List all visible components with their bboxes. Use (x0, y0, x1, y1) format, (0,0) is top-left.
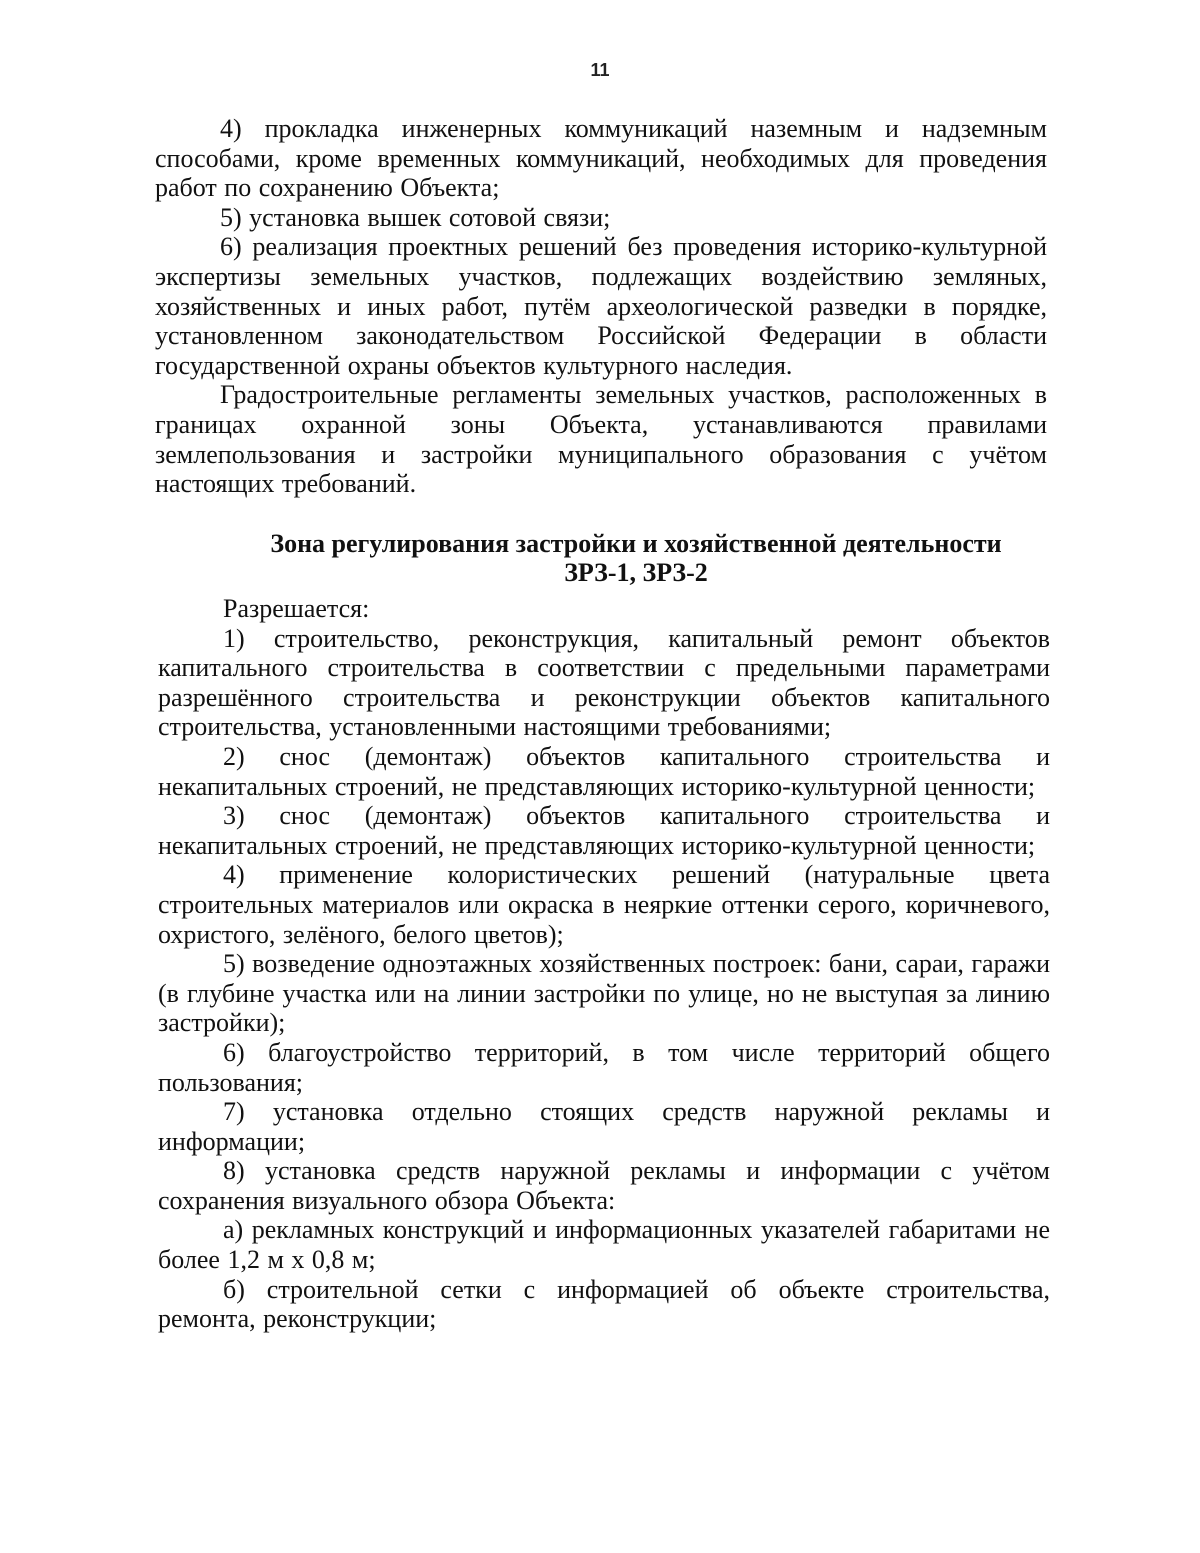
list-item: 4) применение колористических решений (натуральные цвета строительных материалов или окраска в неяркие оттенки серого, коричневого, охристого, зелёного, белого цветов); (158, 860, 1050, 949)
paragraph-regulations: Градостроительные регламенты земельных участков, расположенных в границах охранной зоны Объекта, устанавливаются правилами землепользования и застройки муниципального образования с учётом настоящих требований. (155, 380, 1047, 499)
paragraph-item-5: 5) установка вышек сотовой связи; (220, 202, 611, 232)
list-item: а) рекламных конструкций и информационных указателей габаритами не более 1,2 м х 0,8 м; (158, 1215, 1050, 1275)
list-item: б) строительной сетки с информацией об объекте строительства, ремонта, реконструкции; (158, 1274, 1050, 1334)
section-title-line1: Зона регулирования застройки и хозяйственной деятельности (270, 528, 1002, 558)
list-item: 6) благоустройство территорий, в том числе территорий общего пользования; (158, 1037, 1050, 1097)
list-item: 3) снос (демонтаж) объектов капитального строительства и некапитальных строений, не представляющих историко-культурной ценности; (158, 801, 1050, 860)
list-item: 2) снос (демонтаж) объектов капитального строительства и некапитальных строений, не представляющих историко-культурной ценности; (158, 741, 1050, 801)
paragraph-item-6: 6) реализация проектных решений без проведения историко-культурной экспертизы земельных участков, подлежащих воздействию земляных, хозяйственных и иных работ, путём археологической разведки в порядке, установленном законодательством Российской Федерации в области государственной охраны объектов культурного наследия. (155, 232, 1047, 380)
section-intro: Разрешается: (223, 594, 370, 623)
document-body-top (155, 114, 1047, 588)
document-body-section (158, 594, 1050, 1334)
page-number: 11 (590, 60, 610, 80)
list-item: 1) строительство, реконструкция, капитальный ремонт объектов капитального строительства в соответствии с предельными параметрами разрешённого строительства и реконструкции объектов капитального строительства, установленными настоящими требованиями; (158, 623, 1050, 742)
spacer (155, 499, 1047, 529)
list-item: 5) возведение одноэтажных хозяйственных построек: бани, сараи, гаражи (в глубине участка или на линии застройки по улице, но не выступая за линию застройки); (158, 949, 1051, 1038)
section-title-line2: ЗРЗ-1, ЗРЗ-2 (564, 558, 708, 588)
list-item: 7) установка отдельно стоящих средств наружной рекламы и информации; (158, 1097, 1050, 1156)
paragraph-item-4: 4) прокладка инженерных коммуникаций наземным и надземным способами, кроме временных коммуникаций, необходимых для проведения работ по сохранению Объекта; (155, 114, 1047, 203)
list-item: 8) установка средств наружной рекламы и информации с учётом сохранения визуального обзора Объекта: (158, 1156, 1050, 1215)
